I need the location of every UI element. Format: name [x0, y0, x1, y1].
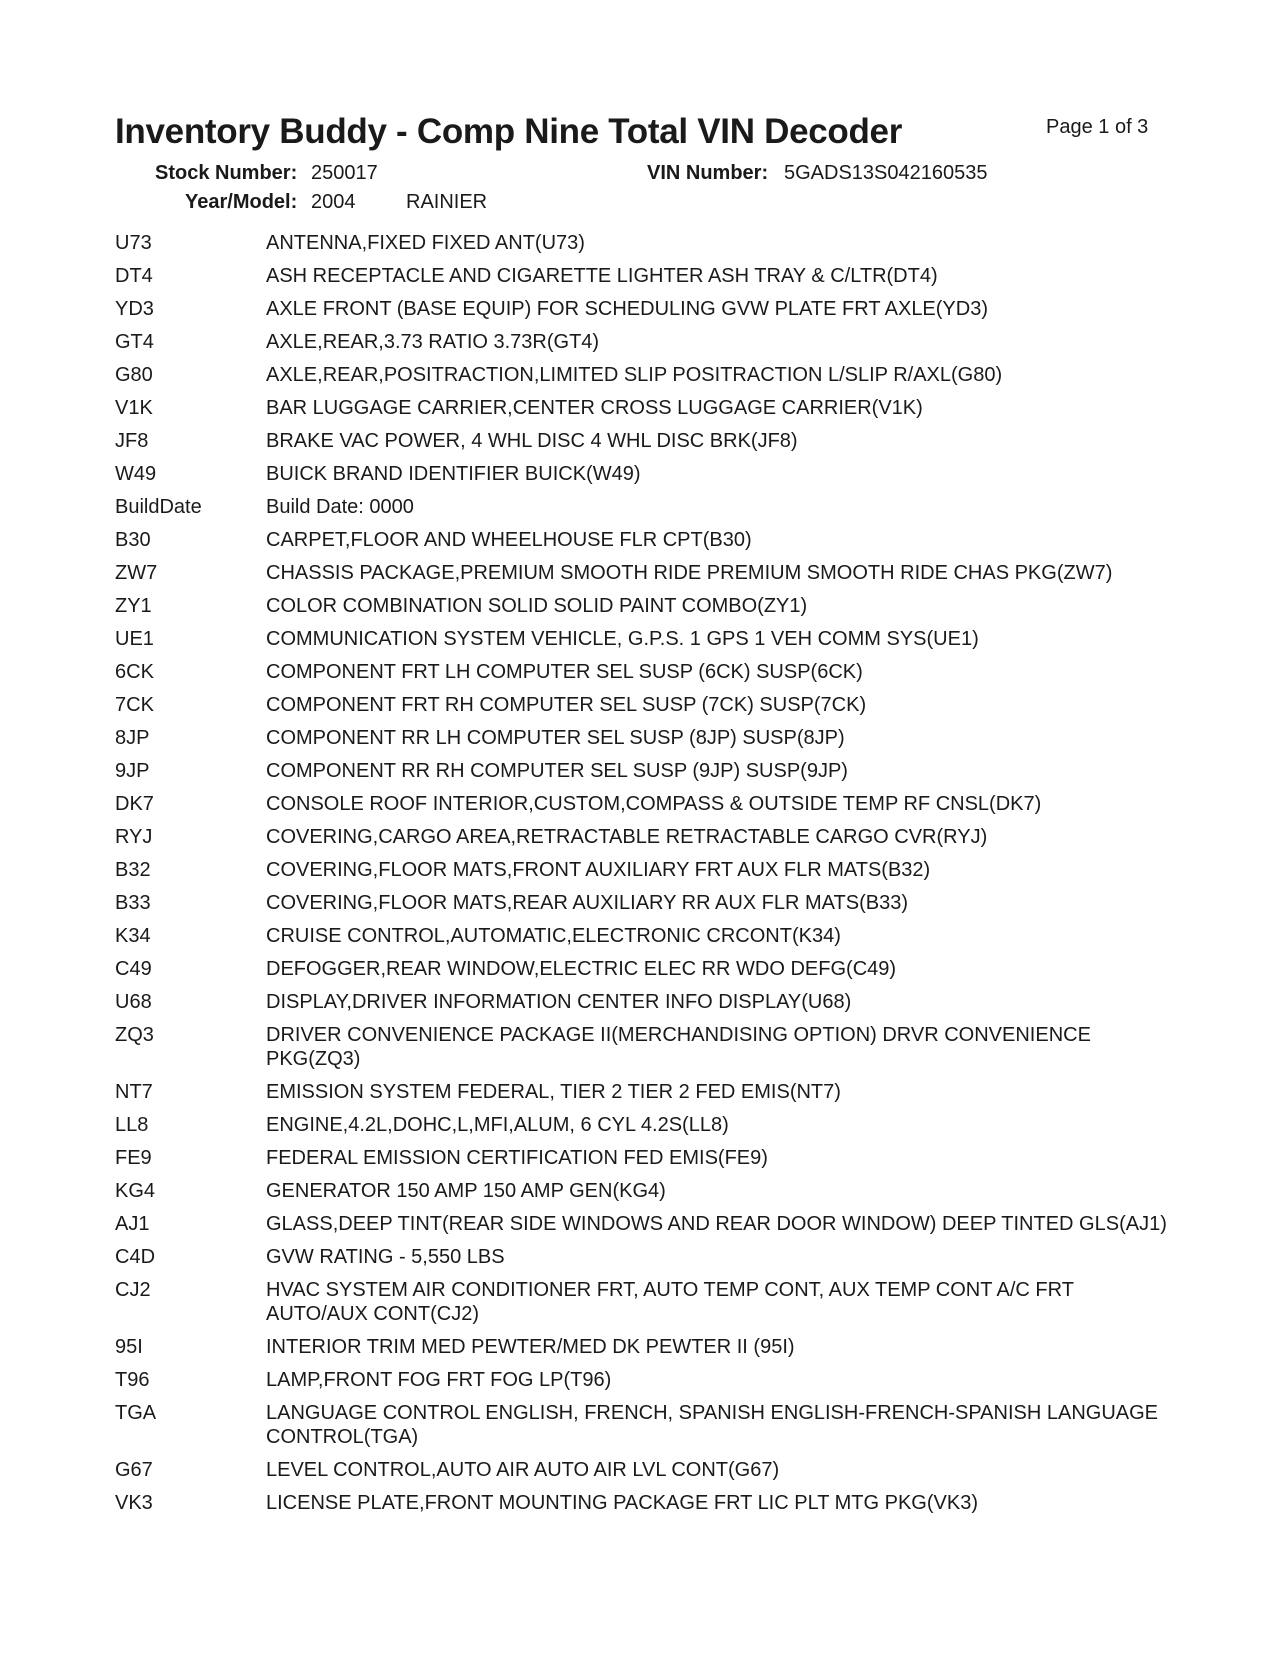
list-item	[115, 429, 1175, 453]
list-item	[115, 924, 1175, 948]
list-item	[115, 495, 1175, 519]
option-code: B30	[115, 529, 151, 551]
option-code: G80	[115, 364, 153, 386]
option-code: RYJ	[115, 826, 153, 848]
list-item	[115, 726, 1175, 750]
option-description: LAMP,FRONT FOG FRT FOG LP(T96)	[266, 1369, 612, 1391]
option-code: G67	[115, 1459, 153, 1481]
option-code: 8JP	[115, 727, 150, 749]
option-description: CRUISE CONTROL,AUTOMATIC,ELECTRONIC CRCONT(K34)	[266, 925, 841, 947]
option-code: B32	[115, 859, 151, 881]
list-item	[115, 330, 1175, 354]
option-description: GENERATOR 150 AMP 150 AMP GEN(KG4)	[266, 1180, 666, 1202]
list-item	[115, 693, 1175, 717]
option-description: COMPONENT FRT LH COMPUTER SEL SUSP (6CK) SUSP(6CK)	[266, 661, 863, 683]
option-code: AJ1	[115, 1213, 150, 1235]
option-description: INTERIOR TRIM MED PEWTER/MED DK PEWTER II (95I)	[266, 1336, 795, 1358]
year-model-label: Year/Model:	[185, 191, 298, 213]
list-item	[115, 990, 1175, 1014]
list-item	[115, 561, 1175, 585]
option-description: COMPONENT RR LH COMPUTER SEL SUSP (8JP) SUSP(8JP)	[266, 727, 845, 749]
option-description: COVERING,FLOOR MATS,REAR AUXILIARY RR AUX FLR MATS(B33)	[266, 892, 908, 914]
list-item	[115, 363, 1175, 387]
option-code: BuildDate	[115, 496, 202, 518]
option-code: U68	[115, 991, 152, 1013]
list-item	[115, 858, 1175, 882]
option-code: W49	[115, 463, 157, 485]
list-item	[115, 231, 1175, 255]
list-item	[115, 1080, 1175, 1104]
option-code: V1K	[115, 397, 153, 419]
option-code: 7CK	[115, 694, 154, 716]
option-code: KG4	[115, 1180, 156, 1202]
option-description: AXLE FRONT (BASE EQUIP) FOR SCHEDULING GVW PLATE FRT AXLE(YD3)	[266, 298, 989, 320]
list-item	[115, 1245, 1175, 1269]
stock-number-label: Stock Number:	[155, 162, 298, 184]
option-code: 6CK	[115, 661, 154, 683]
list-item	[115, 1146, 1175, 1170]
option-description: GVW RATING - 5,550 LBS	[266, 1246, 505, 1268]
list-item	[115, 1212, 1175, 1236]
option-code: ZW7	[115, 562, 158, 584]
option-description: GLASS,DEEP TINT(REAR SIDE WINDOWS AND REAR DOOR WINDOW) DEEP TINTED GLS(AJ1)	[266, 1213, 1167, 1235]
option-code: ZQ3	[115, 1024, 154, 1046]
option-description: ENGINE,4.2L,DOHC,L,MFI,ALUM, 6 CYL 4.2S(LL8)	[266, 1114, 729, 1136]
option-code: DK7	[115, 793, 154, 815]
option-code: 9JP	[115, 760, 150, 782]
option-code: B33	[115, 892, 151, 914]
option-description: DEFOGGER,REAR WINDOW,ELECTRIC ELEC RR WDO DEFG(C49)	[266, 958, 897, 980]
option-code: UE1	[115, 628, 154, 650]
option-description: BAR LUGGAGE CARRIER,CENTER CROSS LUGGAGE CARRIER(V1K)	[266, 397, 923, 419]
option-description: COMMUNICATION SYSTEM VEHICLE, G.P.S. 1 GPS 1 VEH COMM SYS(UE1)	[266, 628, 979, 650]
option-description: COMPONENT FRT RH COMPUTER SEL SUSP (7CK) SUSP(7CK)	[266, 694, 867, 716]
option-description: LANGUAGE CONTROL ENGLISH, FRENCH, SPANISH ENGLISH-FRENCH-SPANISH LANGUAGE CONTROL(TGA)	[266, 1402, 1159, 1448]
option-code: YD3	[115, 298, 154, 320]
list-item	[115, 1491, 1175, 1515]
option-code: NT7	[115, 1081, 153, 1103]
option-code: 95I	[115, 1336, 143, 1358]
option-description: ANTENNA,FIXED FIXED ANT(U73)	[266, 232, 585, 254]
list-item	[115, 1458, 1175, 1482]
list-item	[115, 627, 1175, 651]
page-number: Page 1 of 3	[1046, 116, 1149, 138]
option-code: JF8	[115, 430, 149, 452]
option-code-list	[115, 231, 1175, 1524]
option-code: C49	[115, 958, 152, 980]
list-item	[115, 1368, 1175, 1392]
stock-number-value: 250017	[311, 162, 378, 184]
option-code: TGA	[115, 1402, 157, 1424]
option-code: ZY1	[115, 595, 152, 617]
list-item	[115, 891, 1175, 915]
document-title: Inventory Buddy - Comp Nine Total VIN Decoder	[115, 112, 903, 151]
list-item	[115, 1179, 1175, 1203]
vin-number-value: 5GADS13S042160535	[784, 162, 988, 184]
list-item	[115, 1335, 1175, 1359]
list-item	[115, 825, 1175, 849]
option-description: FEDERAL EMISSION CERTIFICATION FED EMIS(FE9)	[266, 1147, 768, 1169]
list-item	[115, 759, 1175, 783]
option-description: BRAKE VAC POWER, 4 WHL DISC 4 WHL DISC BRK(JF8)	[266, 430, 798, 452]
option-description: Build Date: 0000	[266, 496, 414, 518]
option-description: DISPLAY,DRIVER INFORMATION CENTER INFO DISPLAY(U68)	[266, 991, 852, 1013]
option-code: K34	[115, 925, 151, 947]
option-code: U73	[115, 232, 152, 254]
option-description: LICENSE PLATE,FRONT MOUNTING PACKAGE FRT LIC PLT MTG PKG(VK3)	[266, 1492, 978, 1514]
list-item	[115, 660, 1175, 684]
option-code: GT4	[115, 331, 154, 353]
list-item	[115, 1278, 1175, 1326]
list-item	[115, 528, 1175, 552]
list-item	[115, 594, 1175, 618]
option-description: ASH RECEPTACLE AND CIGARETTE LIGHTER ASH TRAY & C/LTR(DT4)	[266, 265, 938, 287]
option-code: LL8	[115, 1114, 149, 1136]
list-item	[115, 1023, 1175, 1071]
option-code: FE9	[115, 1147, 152, 1169]
option-description: COVERING,CARGO AREA,RETRACTABLE RETRACTABLE CARGO CVR(RYJ)	[266, 826, 988, 848]
list-item	[115, 462, 1175, 486]
option-description: AXLE,REAR,POSITRACTION,LIMITED SLIP POSITRACTION L/SLIP R/AXL(G80)	[266, 364, 1003, 386]
option-code: VK3	[115, 1492, 153, 1514]
option-description: HVAC SYSTEM AIR CONDITIONER FRT, AUTO TEMP CONT, AUX TEMP CONT A/C FRT AUTO/AUX CONT(CJ2)	[266, 1279, 1074, 1325]
option-description: DRIVER CONVENIENCE PACKAGE II(MERCHANDISING OPTION) DRVR CONVENIENCE PKG(ZQ3)	[266, 1024, 1091, 1070]
list-item	[115, 957, 1175, 981]
option-description: CHASSIS PACKAGE,PREMIUM SMOOTH RIDE PREMIUM SMOOTH RIDE CHAS PKG(ZW7)	[266, 562, 1113, 584]
option-description: CARPET,FLOOR AND WHEELHOUSE FLR CPT(B30)	[266, 529, 752, 551]
list-item	[115, 1113, 1175, 1137]
option-description: COLOR COMBINATION SOLID SOLID PAINT COMBO(ZY1)	[266, 595, 808, 617]
list-item	[115, 792, 1175, 816]
option-code: CJ2	[115, 1279, 151, 1301]
vin-number-label: VIN Number:	[647, 162, 769, 184]
option-description: COVERING,FLOOR MATS,FRONT AUXILIARY FRT AUX FLR MATS(B32)	[266, 859, 931, 881]
option-description: EMISSION SYSTEM FEDERAL, TIER 2 TIER 2 FED EMIS(NT7)	[266, 1081, 841, 1103]
year-value: 2004	[311, 191, 356, 213]
list-item	[115, 264, 1175, 288]
list-item	[115, 396, 1175, 420]
option-description: LEVEL CONTROL,AUTO AIR AUTO AIR LVL CONT(G67)	[266, 1459, 780, 1481]
option-description: BUICK BRAND IDENTIFIER BUICK(W49)	[266, 463, 641, 485]
model-value: RAINIER	[406, 191, 488, 213]
option-description: COMPONENT RR RH COMPUTER SEL SUSP (9JP) SUSP(9JP)	[266, 760, 848, 782]
option-description: CONSOLE ROOF INTERIOR,CUSTOM,COMPASS & OUTSIDE TEMP RF CNSL(DK7)	[266, 793, 1042, 815]
option-code: T96	[115, 1369, 150, 1391]
list-item	[115, 1401, 1175, 1449]
option-description: AXLE,REAR,3.73 RATIO 3.73R(GT4)	[266, 331, 600, 353]
list-item	[115, 297, 1175, 321]
option-code: DT4	[115, 265, 153, 287]
option-code: C4D	[115, 1246, 156, 1268]
